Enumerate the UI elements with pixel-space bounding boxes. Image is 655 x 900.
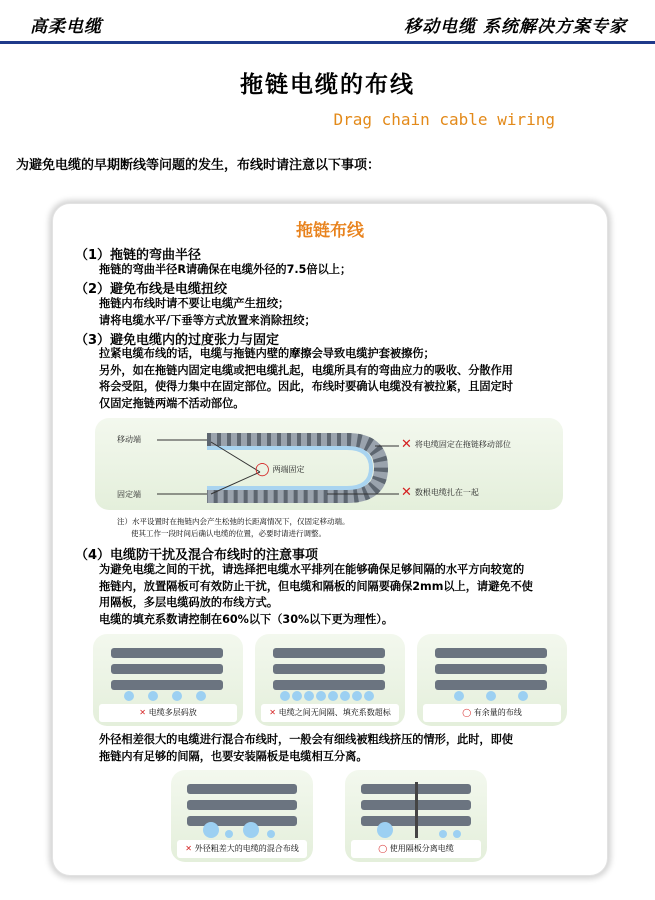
- diagram-note: 注）水平设置时在拖链内会产生松弛的长距离情况下，仅固定移动端。 使其工作一段时间后确认电缆的位置，必要时请进行调整。: [117, 517, 350, 538]
- caption-mixed-diameter: ✕ 外径粗差大的电缆的混合布线: [177, 840, 307, 858]
- panel-title: 拖链布线: [296, 221, 364, 241]
- case-with-separator: [345, 770, 487, 862]
- header-rule: [0, 41, 655, 44]
- intro-text: 为避免电缆的早期断线等问题的发生，布线时请注意以下事项：: [16, 158, 381, 173]
- section-4-text: 为避免电缆之间的干扰，请选择把电缆水平排列在能够确保足够间隔的水平方向较宽的 拖链内，放置隔板可有效防止干扰，但电缆和隔板的间隔要确保2mm以上，请避免不使 用隔板，多层电缆码放的布线方式。 电缆的填充系数请控制在60%以下（30%以下更为理性）。: [99, 563, 533, 626]
- circle-icon: ◯: [462, 708, 474, 717]
- wiring-panel: [52, 203, 608, 876]
- case-no-gap: [255, 634, 405, 726]
- section-4-heading: （4）电缆防干扰及混合布线时的注意事项: [75, 548, 319, 563]
- caption-with-separator: ◯ 使用隔板分离电缆: [351, 840, 481, 858]
- drag-chain-illustration: [95, 418, 563, 510]
- section-2-heading: （2）避免布线是电缆扭绞: [75, 282, 228, 297]
- circle-icon: ◯: [255, 462, 270, 477]
- section-3-text: 拉紧电缆布线的话，电缆与拖链内壁的摩擦会导致电缆护套被擦伤； 另外，如在拖链内固定电缆或把电缆扎起，电缆所具有的弯曲应力的吸收、分散作用 将会受阻，使得力集中在固定部位。因此，布线时要确认电缆没有被拉紧，且固定时 仅固定拖链两端不活动部位。: [99, 347, 513, 410]
- header-left-title: 高柔电缆: [30, 17, 102, 37]
- header-right-slogan: 移动电缆 系统解决方案专家: [404, 17, 627, 37]
- section-5-text: 外径相差很大的电缆进行混合布线时，一般会有细线被粗线挤压的情形，此时，即使 拖链内有足够的间隔，也要安装隔板是电缆相互分离。: [99, 733, 513, 763]
- label-fixed-end: 固定端: [117, 490, 141, 499]
- drag-chain-diagram: [95, 418, 563, 510]
- label-moving-end: 移动端: [117, 435, 141, 444]
- section-1-heading: （1）拖链的弯曲半径: [75, 248, 202, 263]
- caption-with-margin: ◯ 有余量的布线: [423, 704, 561, 722]
- cross-icon: ✕: [185, 844, 195, 853]
- case-mixed-diameter: [171, 770, 313, 862]
- cross-icon: ✕: [401, 485, 412, 500]
- caption-multilayer: ✕ 电缆多层码放: [99, 704, 237, 722]
- section-2-text: 拖链内布线时请不要让电缆产生扭绞； 请将电缆水平/下垂等方式放置来消除扭绞；: [99, 297, 316, 327]
- case-with-margin: [417, 634, 567, 726]
- caption-no-gap: ✕ 电缆之间无间隔、填充系数超标: [261, 704, 399, 722]
- cross-icon: ✕: [139, 708, 149, 717]
- section-1-text: 拖链的弯曲半径R请确保在电缆外径的7.5倍以上；: [99, 263, 352, 276]
- section-3-heading: （3）避免电缆内的过度张力与固定: [75, 333, 280, 348]
- circle-icon: ◯: [378, 844, 390, 853]
- label-bad-bundled: ✕ 数根电缆扎在一起: [401, 485, 479, 500]
- label-bad-fix-moving: ✕ 将电缆固定在拖链移动部位: [401, 437, 511, 452]
- label-both-fixed: ◯ 两端固定: [255, 462, 305, 477]
- page-title: 拖链电缆的布线: [240, 72, 415, 98]
- cross-icon: ✕: [401, 437, 412, 452]
- case-multilayer: [93, 634, 243, 726]
- cross-icon: ✕: [269, 708, 279, 717]
- page-subtitle: Drag chain cable wiring: [333, 110, 555, 129]
